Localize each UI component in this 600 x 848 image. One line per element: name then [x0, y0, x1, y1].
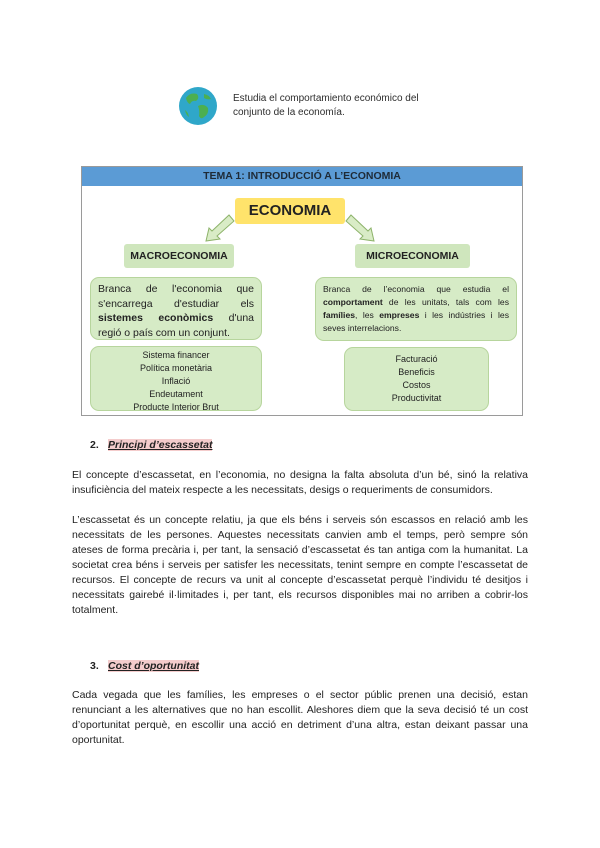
globe-icon	[178, 86, 218, 126]
page-header	[178, 86, 478, 126]
paragraph: L’escassetat és un concepte relatiu, ja que els béns i serveis són escassos en relació amb les necessitats de les persones. Aquestes necessitats canvien amb el temps, però sempre són ateses de forma precària i, per tant, la sensació d’escassetat és tan antiga com la humanitat. La societat crea béns i serveis per satisfer les necessitats, tenint sempre en compte l’escassetat de recursos. El concepte de recurs va unit al concepte d’escassetat perquè l’individu té desitjos i necessitats gairebé il·limitades i, per tant, els recursos disponibles mai no arriben a cobrir-los totalment.	[72, 514, 528, 616]
arrow-right-icon	[346, 215, 374, 241]
list-item: Política monetària	[139, 363, 213, 373]
macroeconomia-label: MACROECONOMIA	[124, 244, 234, 268]
macro-def-bold: sistemes econòmics	[98, 312, 214, 324]
micro-def-g: i les indústries i les seves interrelacions.	[323, 310, 509, 333]
macro-definition	[90, 277, 262, 340]
list-item: Endeutament	[149, 389, 203, 399]
macro-def-text-2: d'una regió o país com un conjunt.	[98, 312, 254, 339]
paragraph: El concepte d’escassetat, en l’economia, no designa la falta absoluta d’un bé, sinó la relativa insuficiència del mateix respecte a les necessitats, desigs o requeriments de consumidors.	[72, 469, 528, 496]
list-item: Costos	[402, 380, 431, 390]
paragraph: Cada vegada que les famílies, les empreses o el sector públic prenen una decisió, estan renunciant a les alternatives que no han escollit. Aleshores diem que la seva decisió té un cost d’oportunitat perquè, en escollir una acció en detriment d’una altra, estan deixant passar una oportunitat.	[72, 689, 528, 746]
list-item: Sistema financer	[142, 350, 210, 360]
section-title: Cost d’oportunitat	[108, 660, 199, 672]
header-line-2: conjunto de la economía.	[233, 107, 345, 118]
section-number: 3.	[90, 660, 99, 672]
microeconomia-label: MICROECONOMIA	[355, 244, 470, 268]
micro-def-a: Branca de l’economia que estudia el	[323, 284, 509, 294]
header-text	[233, 92, 473, 120]
micro-def-c: de les unitats, tals com les	[382, 297, 509, 307]
diagram-banner: TEMA 1: INTRODUCCIÓ A L’ECONOMIA	[82, 167, 522, 186]
list-item: Inflació	[161, 376, 191, 386]
section-heading-escassetat	[90, 439, 212, 451]
arrow-left-icon	[206, 215, 234, 241]
header-line-1: Estudia el comportamiento económico del	[233, 93, 419, 104]
section-title: Principi d’escassetat	[108, 439, 213, 451]
micro-def-e: , les	[355, 310, 380, 320]
list-item: Producte Interior Brut	[133, 402, 219, 412]
micro-definition	[315, 277, 517, 341]
section-heading-cost-oportunitat	[90, 660, 199, 672]
macro-def-text-1: Branca de l'economia que s'encarrega d'estudiar els	[98, 283, 254, 310]
list-item: Facturació	[395, 354, 438, 364]
micro-topics-list	[344, 347, 489, 411]
micro-def-b: comportament	[323, 297, 383, 307]
list-item: Beneficis	[398, 367, 435, 377]
economics-diagram	[81, 166, 523, 416]
list-item: Productivitat	[391, 393, 442, 403]
economia-box: ECONOMIA	[235, 198, 345, 224]
macro-topics-list	[90, 346, 262, 411]
micro-def-d: famílies	[323, 310, 356, 320]
micro-def-f: empreses	[379, 310, 420, 320]
section-number: 2.	[90, 439, 99, 451]
